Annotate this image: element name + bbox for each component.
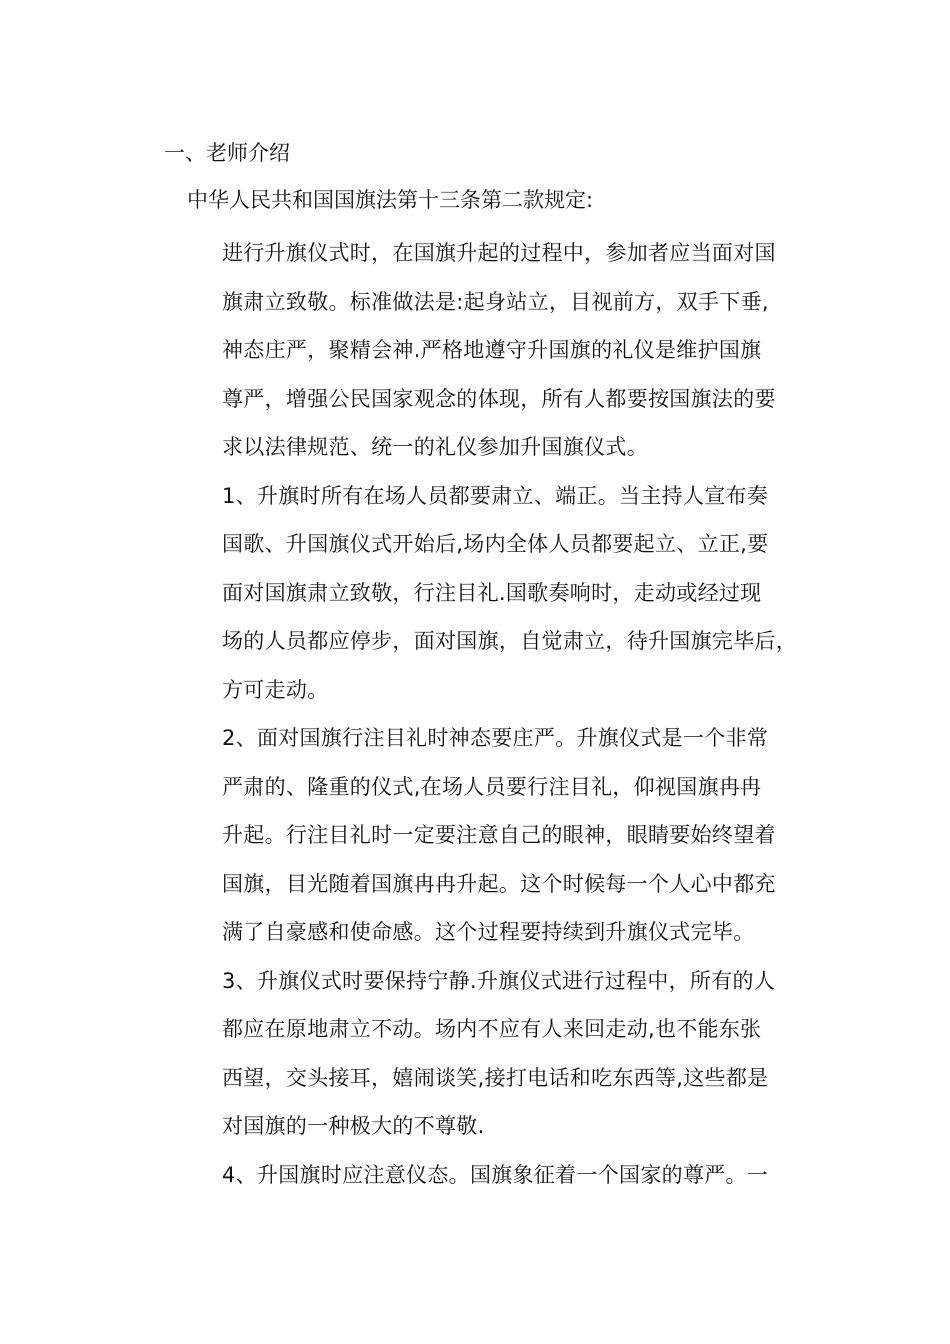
section-heading: 一、老师介绍: [164, 141, 290, 165]
text-line: 1、升旗时所有在场人员都要肃立、端正。当主持人宣布奏: [222, 483, 769, 508]
paragraph-intro: [222, 229, 822, 472]
text-line: 场的人员都应停步，面对国旗，自觉肃立，待升国旗完毕后，: [222, 629, 798, 653]
text-line: 求以法律规范、统一的礼仪参加升国旗仪式。: [222, 435, 648, 459]
paragraph-item-3: [222, 957, 822, 1151]
text-line: 西望，交头接耳，嬉闹谈笑,接打电话和吃东西等,这些都是: [222, 1065, 769, 1090]
text-line: 4、升国旗时应注意仪态。国旗象征着一个国家的尊严。一: [222, 1162, 769, 1187]
body-text: [222, 229, 822, 1199]
text-line: 国歌、升国旗仪式开始后,场内全体人员都要起立、立正,要: [222, 532, 769, 556]
law-citation: 中华人民共和国国旗法第十三条第二款规定:: [187, 188, 594, 212]
text-line: 2、面对国旗行注目礼时神态要庄严。升旗仪式是一个非常: [222, 726, 769, 750]
text-line: 进行升旗仪式时，在国旗升起的过程中，参加者应当面对国: [222, 241, 776, 265]
paragraph-item-1: [222, 472, 822, 715]
text-line: 严肃的、隆重的仪式,在场人员要行注目礼，仰视国旗冉冉: [222, 774, 762, 799]
text-line: 对国旗的一种极大的不尊敬.: [222, 1114, 485, 1138]
text-line: 面对国旗肃立致敬，行注目礼.国歌奏响时，走动或经过现: [222, 580, 762, 605]
text-line: 方可走动。: [222, 677, 329, 702]
text-line: 旗肃立致敬。标准做法是:起身站立，目视前方，双手下垂,: [222, 289, 769, 314]
text-line: 升起。行注目礼时一定要注意自己的眼神，眼睛要始终望着: [222, 823, 776, 847]
text-line: 满了自豪感和使命感。这个过程要持续到升旗仪式完毕。: [222, 920, 755, 944]
text-line: 都应在原地肃立不动。场内不应有人来回走动,也不能东张: [222, 1017, 762, 1041]
text-line: 国旗，目光随着国旗冉冉升起。这个时候每一个人心中都充: [222, 871, 776, 896]
text-line: 尊严，增强公民国家观念的体现，所有人都要按国旗法的要: [222, 386, 776, 411]
paragraph-item-4: [222, 1151, 822, 1200]
text-line: 神态庄严，聚精会神.严格地遵守升国旗的礼仪是维护国旗: [222, 338, 762, 362]
text-line: 3、升旗仪式时要保持宁静.升旗仪式进行过程中，所有的人: [222, 968, 776, 993]
paragraph-item-2: [222, 714, 822, 957]
